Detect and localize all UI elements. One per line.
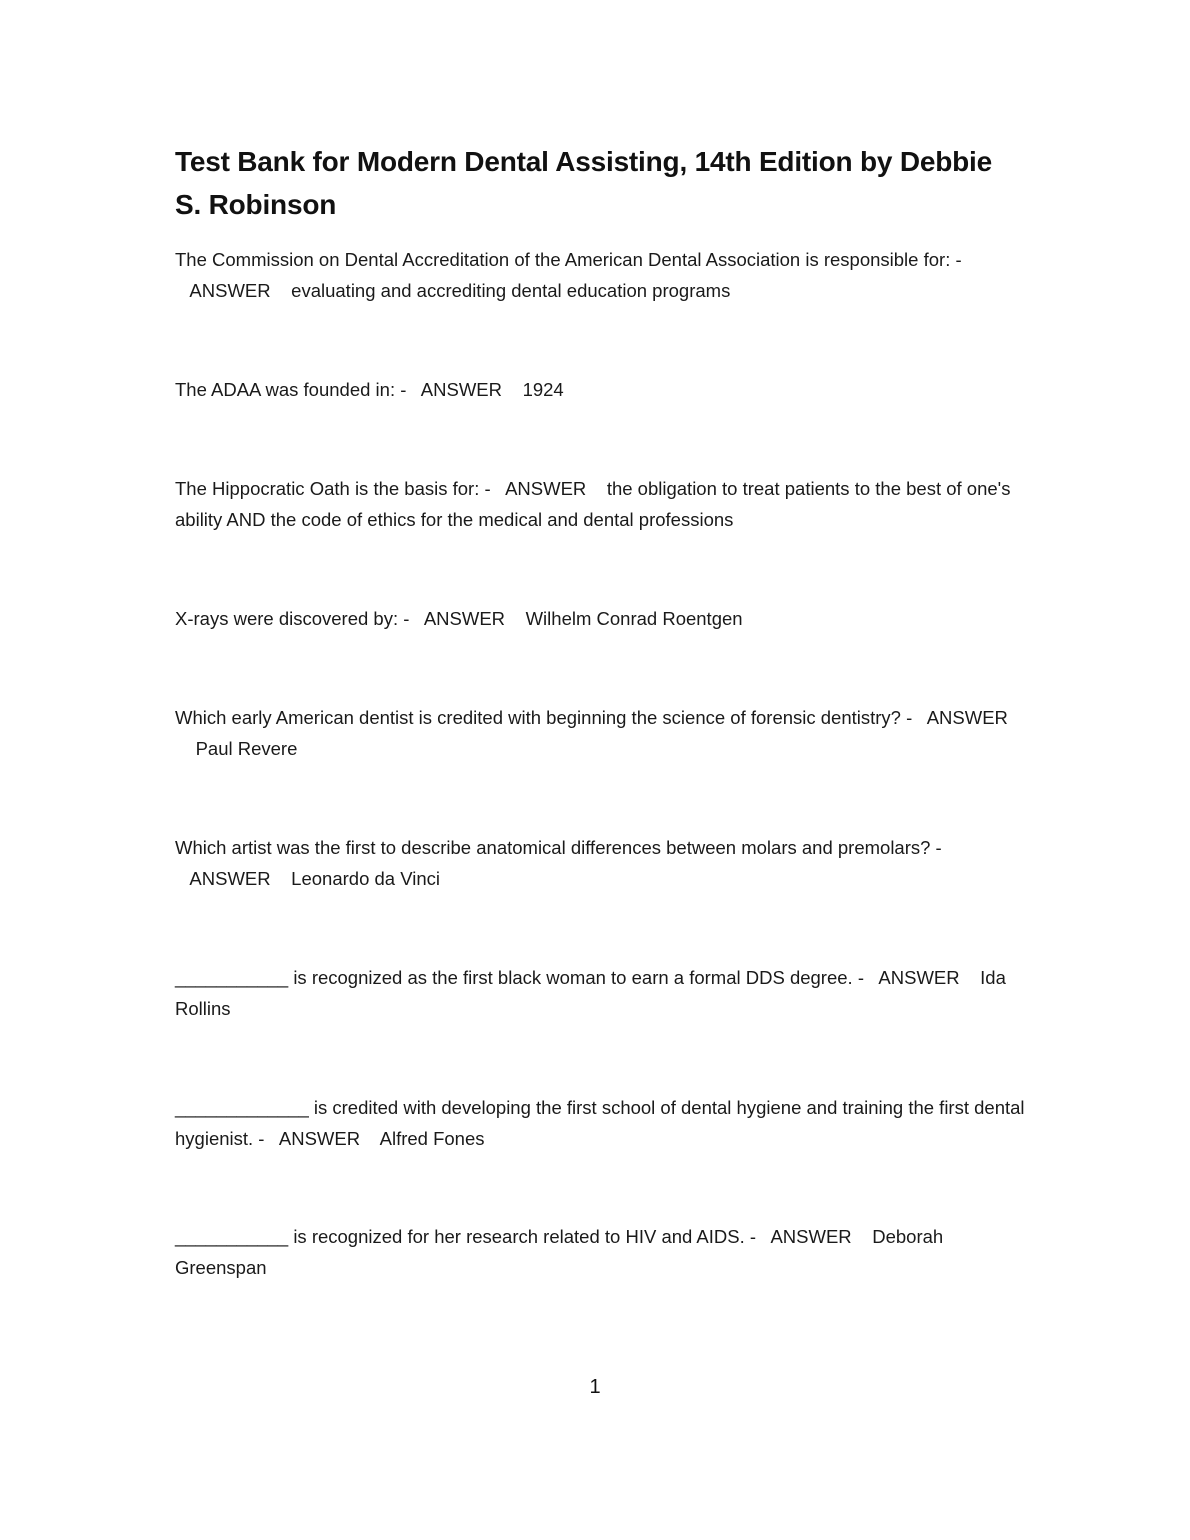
answer-text: evaluating and accrediting dental education programs — [291, 280, 731, 301]
qa-item — [175, 1092, 1025, 1154]
answer-label: ANSWER — [926, 707, 1008, 728]
qa-item — [175, 244, 1025, 306]
answer-text: the obligation to treat patients to the best of one's ability AND the code of ethics for the medical and dental professions — [175, 478, 1011, 530]
page-number: 1 — [589, 1376, 601, 1398]
answer-text: Paul Revere — [195, 738, 298, 759]
qa-item — [175, 832, 1025, 894]
answer-text: Leonardo da Vinci — [291, 868, 440, 889]
answer-label: ANSWER — [423, 608, 506, 629]
answer-label: ANSWER — [878, 967, 960, 988]
question-text: ___________ is recognized as the first black woman to earn a formal DDS degree. - — [175, 967, 864, 988]
answer-text: Ida Rollins — [175, 967, 1006, 1019]
qa-item — [175, 603, 1025, 634]
answer-label: ANSWER — [189, 868, 271, 889]
qa-item — [175, 473, 1025, 535]
question-text: Which early American dentist is credited with beginning the science of forensic dentistry? - — [175, 707, 913, 728]
answer-label: ANSWER — [278, 1128, 361, 1149]
qa-item — [175, 962, 1025, 1024]
question-text: The ADAA was founded in: - — [175, 379, 407, 400]
qa-item — [175, 702, 1025, 764]
answer-label: ANSWER — [505, 478, 587, 499]
answer-label: ANSWER — [770, 1226, 852, 1247]
qa-item — [175, 374, 1025, 405]
answer-label: ANSWER — [189, 280, 271, 301]
question-text: The Commission on Dental Accreditation of the American Dental Association is responsible for: - — [175, 249, 962, 270]
question-text: The Hippocratic Oath is the basis for: - — [175, 478, 491, 499]
question-text: _____________ is credited with developing the first school of dental hygiene and training the first dental hygienist. - — [175, 1097, 1025, 1149]
answer-text: Wilhelm Conrad Roentgen — [525, 608, 743, 629]
answer-label: ANSWER — [420, 379, 502, 400]
question-text: Which artist was the first to describe anatomical differences between molars and premolars? - — [175, 837, 942, 858]
document-title: Test Bank for Modern Dental Assisting, 14th Edition by Debbie S. Robinson — [175, 146, 993, 220]
question-text: ___________ is recognized for her research related to HIV and AIDS. - — [175, 1226, 757, 1247]
answer-text: 1924 — [522, 379, 564, 400]
answer-text: Alfred Fones — [379, 1128, 485, 1149]
qa-item — [175, 1221, 1025, 1283]
answer-text: Deborah Greenspan — [175, 1226, 944, 1278]
question-text: X-rays were discovered by: - — [175, 608, 410, 629]
